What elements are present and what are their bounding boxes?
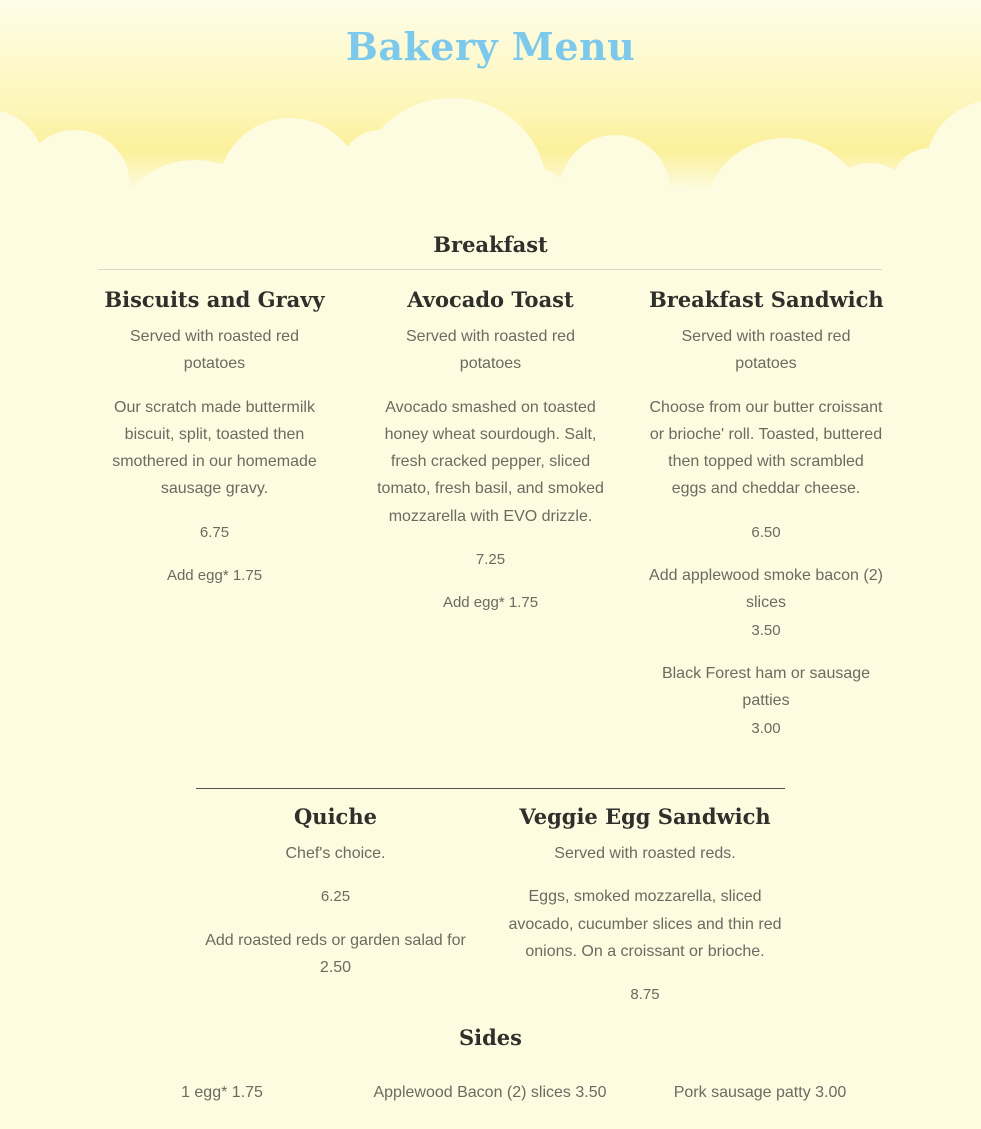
item-name: Avocado Toast (407, 287, 574, 312)
item-addon-price: 3.00 (751, 719, 781, 737)
item-price: 6.50 (751, 523, 781, 541)
item-description: Eggs, smoked mozzarella, sliced avocado, cucumber slices and thin red onions. On a croissant or brioche. (508, 888, 782, 960)
item-addon: Black Forest ham or sausage patties (661, 664, 871, 710)
menu-item-breakfast-sandwich (649, 286, 883, 758)
menu-item-biscuits-and-gravy (98, 286, 331, 605)
item-served: Served with roasted red potatoes (130, 328, 299, 373)
header-banner (0, 0, 981, 200)
item-addon: Add applewood smoke bacon (2) slices (649, 567, 883, 612)
item-served: Served with roasted red potatoes (406, 328, 575, 373)
side-item-sausage: Pork sausage patty 3.00 (673, 1084, 847, 1101)
menu-item-avocado-toast (374, 286, 607, 633)
item-price: 6.25 (320, 888, 351, 906)
item-name: Quiche (294, 804, 377, 829)
item-name: Biscuits and Gravy (104, 287, 325, 312)
item-addon: Add egg* 1.75 (442, 594, 539, 612)
side-item-egg: 1 egg* 1.75 (181, 1084, 263, 1101)
page-title: Bakery Menu (345, 24, 636, 69)
item-description: Avocado smashed on toasted honey wheat sourdough. Salt, fresh cracked pepper, sliced tomato, fresh basil, and smoked mozzarella with EVO drizzle. (377, 398, 604, 525)
item-price: 6.75 (199, 523, 230, 541)
item-served: Served with roasted red potatoes (681, 328, 851, 373)
breakfast-heading: Breakfast (433, 232, 548, 257)
section-divider (196, 788, 785, 789)
side-item-bacon: Applewood Bacon (2) slices 3.50 (373, 1084, 607, 1101)
item-description: Our scratch made buttermilk biscuit, split, toasted then smothered in our homemade sausage gravy. (112, 398, 317, 498)
item-served: Served with roasted reds. (554, 845, 736, 862)
item-price: 7.25 (475, 551, 506, 569)
item-addon: Add roasted reds or garden salad for 2.50 (205, 931, 466, 976)
item-name: Veggie Egg Sandwich (519, 804, 771, 829)
sides-heading: Sides (458, 1025, 522, 1050)
item-name: Breakfast Sandwich (649, 287, 884, 312)
menu-item-quiche (194, 803, 477, 997)
breakfast-divider (98, 269, 882, 270)
item-served: Chef's choice. (285, 845, 386, 862)
item-description: Choose from our butter croissant or brioche' roll. Toasted, buttered then topped with scrambled eggs and cheddar cheese. (649, 398, 883, 498)
item-addon: Add egg* 1.75 (166, 567, 263, 585)
item-addon-price: 3.50 (751, 621, 781, 639)
item-price: 8.75 (630, 986, 660, 1004)
menu-item-veggie-egg-sandwich (503, 803, 787, 1024)
